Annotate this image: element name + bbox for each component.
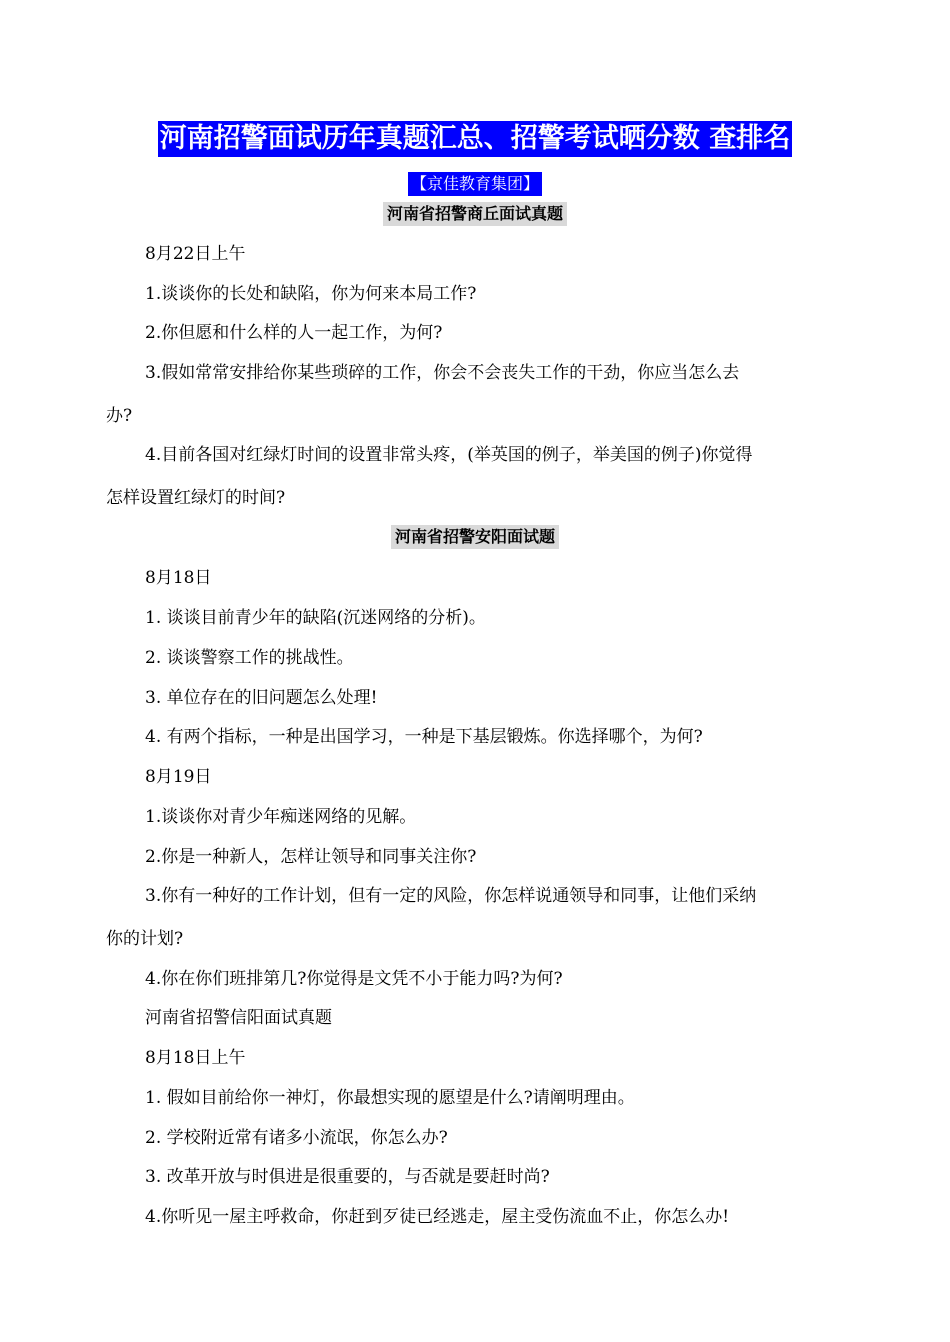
paragraph-line: 河南省招警信阳面试真题 [145,1008,332,1028]
paragraph-line: 4.目前各国对红绿灯时间的设置非常头疼，(举英国的例子，举美国的例子)你觉得 [145,445,753,465]
paragraph-line: 4.你听见一屋主呼救命，你赶到歹徒已经逃走，屋主受伤流血不止，你怎么办! [145,1207,730,1227]
paragraph-line: 3.你有一种好的工作计划，但有一定的风险，你怎样说通领导和同事，让他们采纳 [145,886,757,906]
paragraph-line: 3.假如常常安排给你某些琐碎的工作，你会不会丧失工作的干劲，你应当怎么去 [145,363,740,383]
paragraph-line: 1.谈谈你的长处和缺陷，你为何来本局工作? [145,284,477,304]
paragraph-line: 2. 谈谈警察工作的挑战性。 [145,648,354,668]
org-row [0,172,950,196]
paragraph-line: 办? [106,406,133,426]
paragraph-line: 8月18日上午 [145,1048,246,1068]
paragraph-line: 你的计划? [106,929,184,949]
paragraph-line: 1.谈谈你对青少年痴迷网络的见解。 [145,807,417,827]
section-heading-text: 河南省招警安阳面试题 [391,525,559,549]
section-heading-anyang [0,525,950,549]
page-title: 河南招警面试历年真题汇总、招警考试晒分数 查排名 [158,121,792,157]
paragraph-line: 8月22日上午 [145,244,246,264]
paragraph-line: 3. 单位存在的旧问题怎么处理! [145,688,378,708]
org-label: 【京佳教育集团】 [408,172,542,196]
section-heading-text: 河南省招警商丘面试真题 [383,202,567,226]
paragraph-line: 4.你在你们班排第几?你觉得是文凭不小于能力吗?为何? [145,969,563,989]
section-heading-shangqiu [0,202,950,226]
paragraph-line: 1. 假如目前给你一神灯，你最想实现的愿望是什么?请阐明理由。 [145,1088,635,1108]
title-row [0,121,950,157]
paragraph-line: 2.你是一种新人，怎样让领导和同事关注你? [145,847,477,867]
paragraph-line: 1. 谈谈目前青少年的缺陷(沉迷网络的分析)。 [145,608,486,628]
paragraph-line: 8月19日 [145,767,212,787]
paragraph-line: 4. 有两个指标，一种是出国学习，一种是下基层锻炼。你选择哪个，为何? [145,727,703,747]
paragraph-line: 2.你但愿和什么样的人一起工作，为何? [145,323,443,343]
paragraph-line: 怎样设置红绿灯的时间? [106,488,286,508]
paragraph-line: 2. 学校附近常有诸多小流氓，你怎么办? [145,1128,448,1148]
paragraph-line: 8月18日 [145,568,212,588]
paragraph-line: 3. 改革开放与时俱进是很重要的，与否就是要赶时尚? [145,1167,550,1187]
